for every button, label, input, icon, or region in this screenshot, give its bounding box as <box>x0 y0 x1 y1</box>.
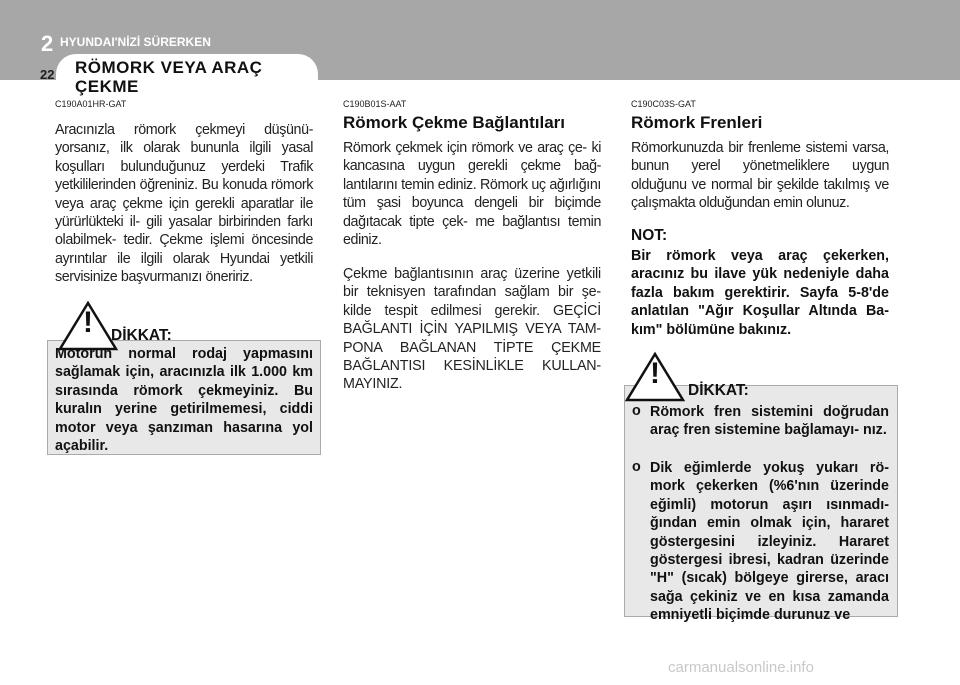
right-warning-title: DİKKAT: <box>688 382 749 399</box>
warning-list-item: Dik eğimlerde yokuş yukarı rö- mork çekerken (%6'nın üzerinde eğimli) motorun aşırı ısınmadı- ğından emin olmak için, hararet göstergesini izleyiniz. Hararet göstergesi ibresi, kadran üzerinde "H" (sıcak) bölgeye girerse, aracı sağa çekiniz ve en kısa zamanda emniyetli biçimde durunuz ve <box>650 460 889 624</box>
warning-list-item: Römork fren sistemini doğrudan araç fren sistemine bağlamayı- nız. <box>650 404 889 439</box>
note-title: NOT: <box>631 227 668 244</box>
page-number: 22 <box>40 67 55 82</box>
middle-paragraph-2: Çekme bağlantısının araç üzerine yetkili bir teknisyen tarafından sağlam bir şe- kilde tespit edilmesi gerekir. GEÇİCİ BAĞLANTI İÇİN YAPILMIŞ VEYA TAM- PONA BAĞLANAN TİPTE ÇEKME BAĞLANTISI KESİNLİKLE KULLAN- MAYINIZ. <box>343 266 601 393</box>
bullet-marker: o <box>632 403 641 419</box>
left-paragraph: Aracınızla römork çekmeyi düşünü- yorsanız, ilk olarak bununla ilgili yasal koşulları bulunduğunuz yerdeki Trafik yetkililerinden öğreniniz. Bu konuda römork veya araç çekme için gerekli aparatlar ile yürürlükteki il- gili yasalar birbirinden farkı olabilmek- tedir. Çekme işlemi öncesinde ayrıntılar ile ilgili olarak Hyundai yetkili servisinize başvurmanızı öneririz. <box>55 122 313 286</box>
watermark: carmanualsonline.info <box>668 659 814 676</box>
chapter-title: HYUNDAI'NİZİ SÜRERKEN <box>60 35 211 49</box>
right-heading: Römork Frenleri <box>631 113 763 132</box>
middle-paragraph-1: Römork çekmek için römork ve araç çe- ki kancasına uygun gerekli çekme bağ- lantılarını temin ediniz. Römork uç ağırlığını tüm şasi boyunca dengeli bir biçimde dağıtacak tipte çek- me bağlantısı temin ediniz. <box>343 140 601 249</box>
middle-section-code: C190B01S-AAT <box>343 99 407 109</box>
bullet-marker: o <box>632 459 641 475</box>
section-title: RÖMORK VEYA ARAÇ ÇEKME <box>75 58 263 96</box>
warning-symbol: ! <box>650 357 660 390</box>
warning-symbol: ! <box>83 306 93 339</box>
note-text: Bir römork veya araç çekerken, aracınız bu ilave yük nedeniyle daha fazla bakım gerektirir. Sayfa 5-8'de anlatılan "Ağır Koşullar Altında Ba- kım" bölümüne bakınız. <box>631 248 889 338</box>
left-section-code: C190A01HR-GAT <box>55 99 127 109</box>
left-warning-title: DİKKAT: <box>111 327 172 344</box>
right-section-code: C190C03S-GAT <box>631 99 696 109</box>
middle-heading: Römork Çekme Bağlantıları <box>343 113 566 132</box>
chapter-number: 2 <box>41 31 54 56</box>
right-paragraph: Römorkunuzda bir frenleme sistemi varsa, bunun yerel yönetmeliklere uygun olduğunu ve normal bir şekilde takılmış ve çalışmakta olduğundan emin olunuz. <box>631 140 889 212</box>
left-warning-text: Motorun normal rodaj yapmasını sağlamak için, aracınızla ilk 1.000 km sırasında römork çekmeyiniz. Bu kuralın yerine getirilmemesi, ciddi motor veya şanzıman hasarına yol açabilir. <box>55 346 313 455</box>
